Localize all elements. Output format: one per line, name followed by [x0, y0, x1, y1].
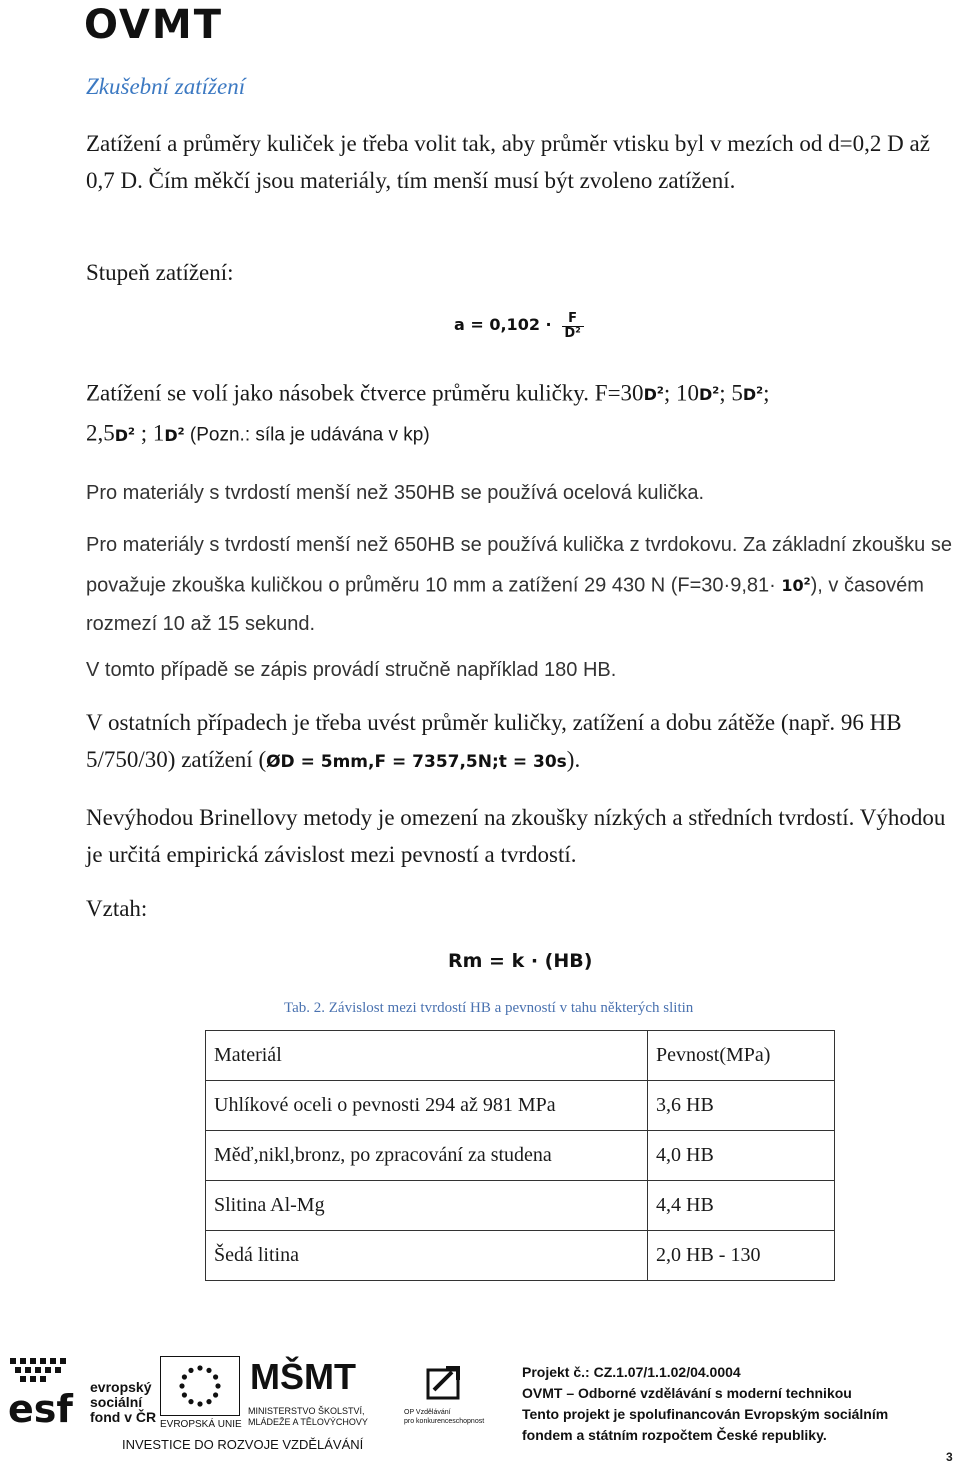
loads-note: (Pozn.: síla je udávána v kp) — [184, 424, 430, 446]
table-cell: Uhlíkové oceli o pevnosti 294 až 981 MPa — [206, 1081, 648, 1131]
op-label: OP Vzdělávání pro konkurenceschopnost — [404, 1409, 485, 1425]
formula-denominator: D² — [564, 326, 581, 341]
other-cases-text: V ostatních případech je třeba uvést průměr kuličky, zatížení a dobu zátěže (např. 96 HB 5/750/30) zatížení ( — [86, 710, 902, 772]
paragraph-intro: Zatížení a průměry kuliček je třeba volit tak, aby průměr vtisku byl v mezích od d=0,2 D až 0,7 D. Čím měkčí jsou materiály, tím menší musí být zvoleno zatížení. — [86, 131, 930, 193]
formula-numerator: F — [568, 311, 578, 326]
project-info — [522, 1362, 888, 1446]
loads-term-10: ; 10 — [663, 380, 699, 406]
paragraph-brinell: Nevýhodou Brinellovy metody je omezení na zkoušky nízkých a středních tvrdostí. Výhodou je určitá empirická závislost mezi pevností a tvrdostí. — [86, 805, 946, 867]
table-cell: 2,0 HB - 130 — [648, 1231, 835, 1281]
paragraph-other-cases — [86, 704, 956, 781]
esf-logo-icon — [6, 1356, 80, 1426]
power-term: $10^2$ — [781, 576, 811, 596]
table-cell: 3,6 HB — [648, 1081, 835, 1131]
table-header-cell: Pevnost(MPa) — [648, 1031, 835, 1081]
table-cell: Slitina Al-Mg — [206, 1181, 648, 1231]
page-number: 3 — [946, 1450, 953, 1464]
paragraph-loads — [86, 373, 956, 454]
table-row — [206, 1181, 835, 1231]
section-title: Zkušební zatížení — [86, 74, 246, 99]
hardness-strength-table — [205, 1030, 835, 1281]
table-row — [206, 1081, 835, 1131]
table-caption: Tab. 2. Závislost mezi tvrdostí HB a pevností v tahu některých slitin — [284, 1000, 694, 1016]
table-header-cell: Materiál — [206, 1031, 648, 1081]
table-cell: 4,4 HB — [648, 1181, 835, 1231]
op-education-icon — [426, 1362, 464, 1402]
relation-label: Vztah: — [86, 896, 148, 921]
esf-label: evropský sociální fond v ČR — [90, 1379, 157, 1425]
dsq-term: $D^2$ — [742, 385, 764, 405]
table-cell: 4,0 HB — [648, 1131, 835, 1181]
table-cell: Šedá litina — [206, 1231, 648, 1281]
project-funding-cont: fondem a státním rozpočtem České republiky. — [522, 1427, 827, 1443]
table-cell: Měď,nikl,bronz, po zpracování za studena — [206, 1131, 648, 1181]
loads-term-5: ; 5 — [719, 380, 743, 406]
paragraph-steel-ball: Pro materiály s tvrdostí menší než 350HB se používá ocelová kulička. — [86, 482, 705, 504]
dsq-term: $D^2$ — [164, 425, 185, 445]
carbide-text: Pro materiály s tvrdostí menší než 650HB se používá kulička z tvrdokovu. Za základní zkoušku se považuje zkouška kuličkou o průměru 10 mm a zatížení 29 430 N (F=30·9,81· — [86, 534, 952, 597]
paragraph-carbide — [86, 525, 956, 643]
project-funding: Tento projekt je spolufinancován Evropským sociálním — [522, 1406, 889, 1422]
carbide-text-end: ), v časovém rozmezí 10 až 15 sekund. — [86, 574, 924, 636]
other-cases-end: ). — [566, 747, 581, 772]
load-level-label: Stupeň zatížení: — [86, 260, 234, 285]
investment-slogan: INVESTICE DO ROZVOJE VZDĚLÁVÁNÍ — [122, 1437, 364, 1452]
formula-load-factor — [454, 312, 584, 341]
dsq-term: $D^2$ — [698, 385, 720, 405]
formula-example: ØD = 5mm,F = 7357,5N;t = 30s — [266, 752, 567, 772]
loads-term-2-5: 2,5 — [86, 420, 115, 446]
table-header-row — [206, 1031, 835, 1081]
table-row — [206, 1131, 835, 1181]
header-logo: OVMT — [84, 2, 223, 48]
project-number: Projekt č.: CZ.1.07/1.1.02/04.0004 — [522, 1364, 741, 1380]
formula-fraction — [562, 312, 584, 341]
paragraph-short-notation: V tomto případě se zápis provádí stručně například 180 HB. — [86, 659, 617, 681]
project-name: OVMT – Odborné vzdělávání s moderní technikou — [522, 1385, 852, 1401]
formula-lhs: a = 0,102 · — [454, 315, 552, 335]
svg-text:esf: esf — [8, 1387, 73, 1426]
dsq-term: $D^2$ — [643, 385, 664, 405]
msmt-logo: MŠMT — [250, 1356, 356, 1397]
loads-term-end: ; — [763, 380, 770, 406]
formula-rm: Rm = k · (HB) — [448, 950, 593, 972]
loads-term-1: ; 1 — [135, 420, 165, 446]
msmt-label: MINISTERSTVO ŠKOLSTVÍ, MLÁDEŽE A TĚLOVÝCHOVY — [248, 1406, 368, 1427]
table-row — [206, 1231, 835, 1281]
eu-flag-icon — [160, 1356, 240, 1416]
dsq-term: $D^2$ — [114, 425, 135, 445]
eu-label: EVROPSKÁ UNIE — [160, 1419, 242, 1430]
loads-prefix: Zatížení se volí jako násobek čtverce průměru kuličky. F=30 — [86, 380, 644, 406]
